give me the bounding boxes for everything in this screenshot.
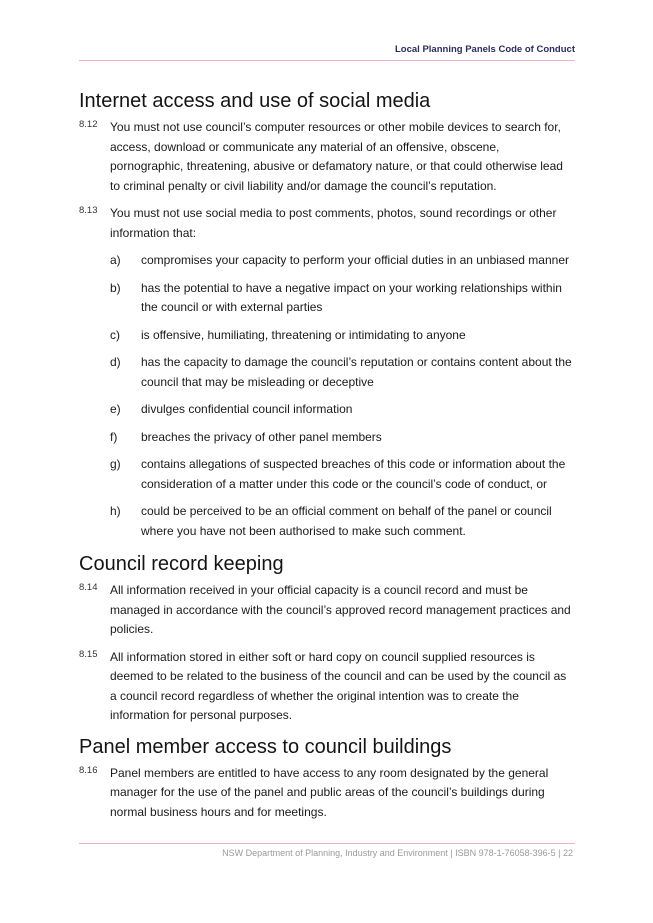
item-letter: b): [110, 280, 121, 295]
clause-number: 8.14: [79, 582, 98, 593]
footer-text: NSW Department of Planning, Industry and Environment | ISBN 978-1-76058-396-5 | 22: [222, 848, 573, 858]
clause-number: 8.16: [79, 764, 98, 776]
clause-8-13-list: [79, 251, 575, 541]
clause-number: 8.13: [79, 205, 98, 216]
item-letter: g): [110, 457, 121, 471]
header-title: Local Planning Panels Code of Conduct: [395, 44, 575, 55]
section-council-record-keeping: [79, 551, 575, 726]
section-heading: Internet access and use of social media: [79, 90, 431, 112]
section-heading: Panel member access to council buildings: [79, 735, 452, 758]
list-item: [110, 251, 575, 271]
item-text: breaches the privacy of other panel members: [141, 429, 382, 444]
clause-number: 8.15: [79, 648, 98, 660]
item-text: compromises your capacity to perform your official duties in an unbiased manner: [141, 253, 569, 267]
clause-8-13: [79, 204, 575, 243]
list-item: [110, 279, 575, 318]
page-content: [79, 88, 575, 830]
list-item: [110, 353, 575, 392]
list-item: [110, 428, 575, 448]
list-item: [110, 400, 575, 420]
item-letter: h): [110, 504, 121, 518]
clause-8-14: [79, 581, 575, 640]
clause-text: All information received in your official capacity is a council record and must be managed in accordance with the council’s approved record management practices and policies.: [110, 583, 571, 636]
clause-text: You must not use council’s computer resources or other mobile devices to search for, access, download or communicate any material of an offensive, obscene, pornographic, threatening, abusive or defamatory nature, or that could otherwise lead to criminal penalty or civil liability and/or damage the council’s reputation.: [110, 120, 563, 193]
clause-text: You must not use social media to post comments, photos, sound recordings or other information that:: [110, 206, 557, 240]
footer-divider: [79, 843, 575, 844]
item-text: divulges confidential council information: [141, 402, 353, 416]
list-item: [110, 455, 575, 494]
item-letter: d): [110, 355, 121, 369]
clause-text: Panel members are entitled to have access to any room designated by the general manager for the use of the panel and public areas of the council’s buildings during normal business hours and for meetings.: [110, 765, 549, 819]
item-text: has the potential to have a negative impact on your working relationships within the council or with external parties: [141, 280, 562, 314]
item-text: has the capacity to damage the council’s reputation or contains content about the council that may be misleading or deceptive: [141, 355, 572, 389]
clause-8-12: [79, 118, 575, 196]
clause-number: 8.12: [79, 119, 98, 130]
item-text: could be perceived to be an official comment on behalf of the panel or council where you have not been authorised to make such comment.: [141, 504, 552, 538]
section-panel-member-access: [79, 734, 575, 823]
header-divider: [79, 60, 575, 61]
clause-text: All information stored in either soft or hard copy on council supplied resources is deemed to be related to the business of the council and can be used by the council as a council record regardless of whether the original intention was to create the information for personal purposes.: [110, 649, 567, 722]
item-letter: c): [110, 327, 120, 342]
list-item: [110, 502, 575, 541]
clause-8-16: [79, 764, 575, 823]
section-internet-social-media: [79, 88, 575, 541]
item-text: is offensive, humiliating, threatening or intimidating to anyone: [141, 327, 466, 342]
item-letter: e): [110, 402, 121, 416]
section-heading: Council record keeping: [79, 553, 284, 575]
list-item: [110, 326, 575, 346]
clause-8-15: [79, 648, 575, 726]
item-letter: f): [110, 429, 118, 444]
item-letter: a): [110, 253, 121, 267]
item-text: contains allegations of suspected breaches of this code or information about the consideration of a matter under this code or the council’s code of conduct, or: [141, 457, 566, 491]
